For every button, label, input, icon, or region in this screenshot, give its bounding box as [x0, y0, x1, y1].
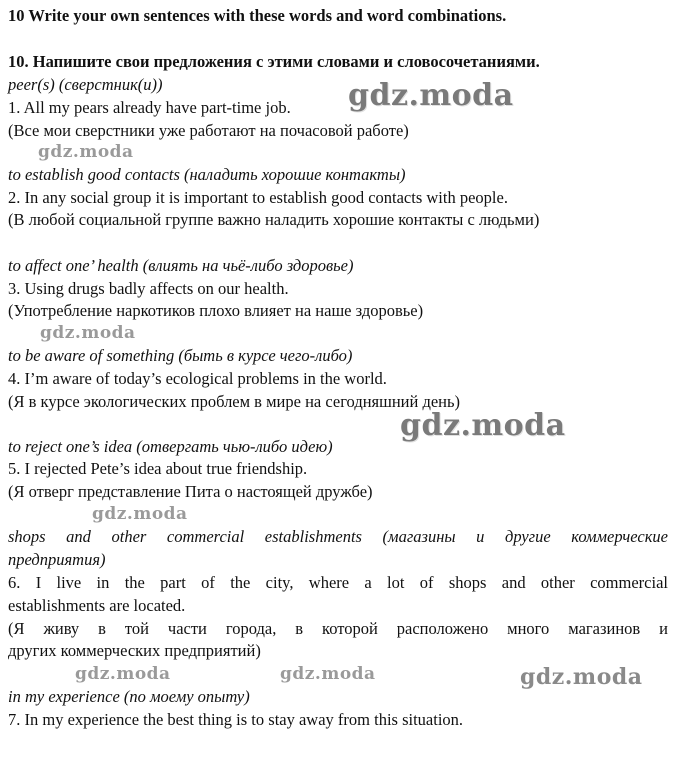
- sentence-2: 2. In any social group it is important to establish good contacts with people.: [8, 188, 508, 207]
- sentence-7: 7. In my experience the best thing is to stay away from this situation.: [8, 710, 464, 729]
- watermark-logo: gdz.moda: [75, 664, 171, 684]
- translation-4: (Я в курсе экологических проблем в мире на сегодняшний день): [8, 392, 461, 411]
- sentence-1: 1. All my pears already have part-time job.: [8, 98, 291, 117]
- sentence-3: 3. Using drugs badly affects on our health.: [8, 279, 289, 298]
- phrase-2: to establish good contacts (наладить хорошие контакты): [8, 165, 406, 184]
- watermark-logo: gdz.moda: [38, 142, 134, 162]
- phrase-1: peer(s) (сверстник(и)): [8, 75, 163, 94]
- watermark-logo: gdz.moda: [280, 664, 376, 684]
- phrase-5: to reject one’s idea (отвергать чью-либо идею): [8, 437, 333, 456]
- watermark-logo: gdz.moda: [40, 323, 136, 343]
- watermark-logo: gdz.moda: [92, 504, 188, 524]
- translation-6-line-2: других коммерческих предприятий): [8, 641, 261, 660]
- translation-2: (В любой социальной группе важно наладить хорошие контакты с людьми): [8, 210, 540, 229]
- translation-3: (Употребление наркотиков плохо влияет на наше здоровье): [8, 301, 424, 320]
- watermark-logo: gdz.moda: [348, 78, 514, 113]
- phrase-7: in my experience (по моему опыту): [8, 687, 250, 706]
- phrase-3: to affect one’ health (влиять на чьё-либо здоровье): [8, 256, 354, 275]
- watermark-logo: gdz.moda: [400, 408, 566, 443]
- watermark-logo: gdz.moda: [520, 664, 643, 690]
- translation-5: (Я отверг представление Пита о настоящей дружбе): [8, 482, 373, 501]
- phrase-6-line-1: shops and other commercial establishments (магазины и другие коммерческие: [8, 527, 668, 546]
- sentence-6-line-1: 6. I live in the part of the city, where a lot of shops and other commercial: [8, 573, 668, 592]
- phrase-6-line-2: предприятия): [8, 550, 106, 569]
- exercise-heading-ru: 10. Напишите свои предложения с этими словами и словосочетаниями.: [8, 52, 540, 71]
- sentence-4: 4. I’m aware of today’s ecological problems in the world.: [8, 369, 387, 388]
- phrase-4: to be aware of something (быть в курсе чего-либо): [8, 346, 353, 365]
- sentence-6-line-2: establishments are located.: [8, 596, 186, 615]
- translation-6-line-1: (Я живу в той части города, в которой расположено много магазинов и: [8, 619, 668, 638]
- exercise-heading-en: 10 Write your own sentences with these words and word combinations.: [8, 6, 507, 25]
- sentence-5: 5. I rejected Pete’s idea about true friendship.: [8, 459, 308, 478]
- translation-1: (Все мои сверстники уже работают на почасовой работе): [8, 121, 409, 140]
